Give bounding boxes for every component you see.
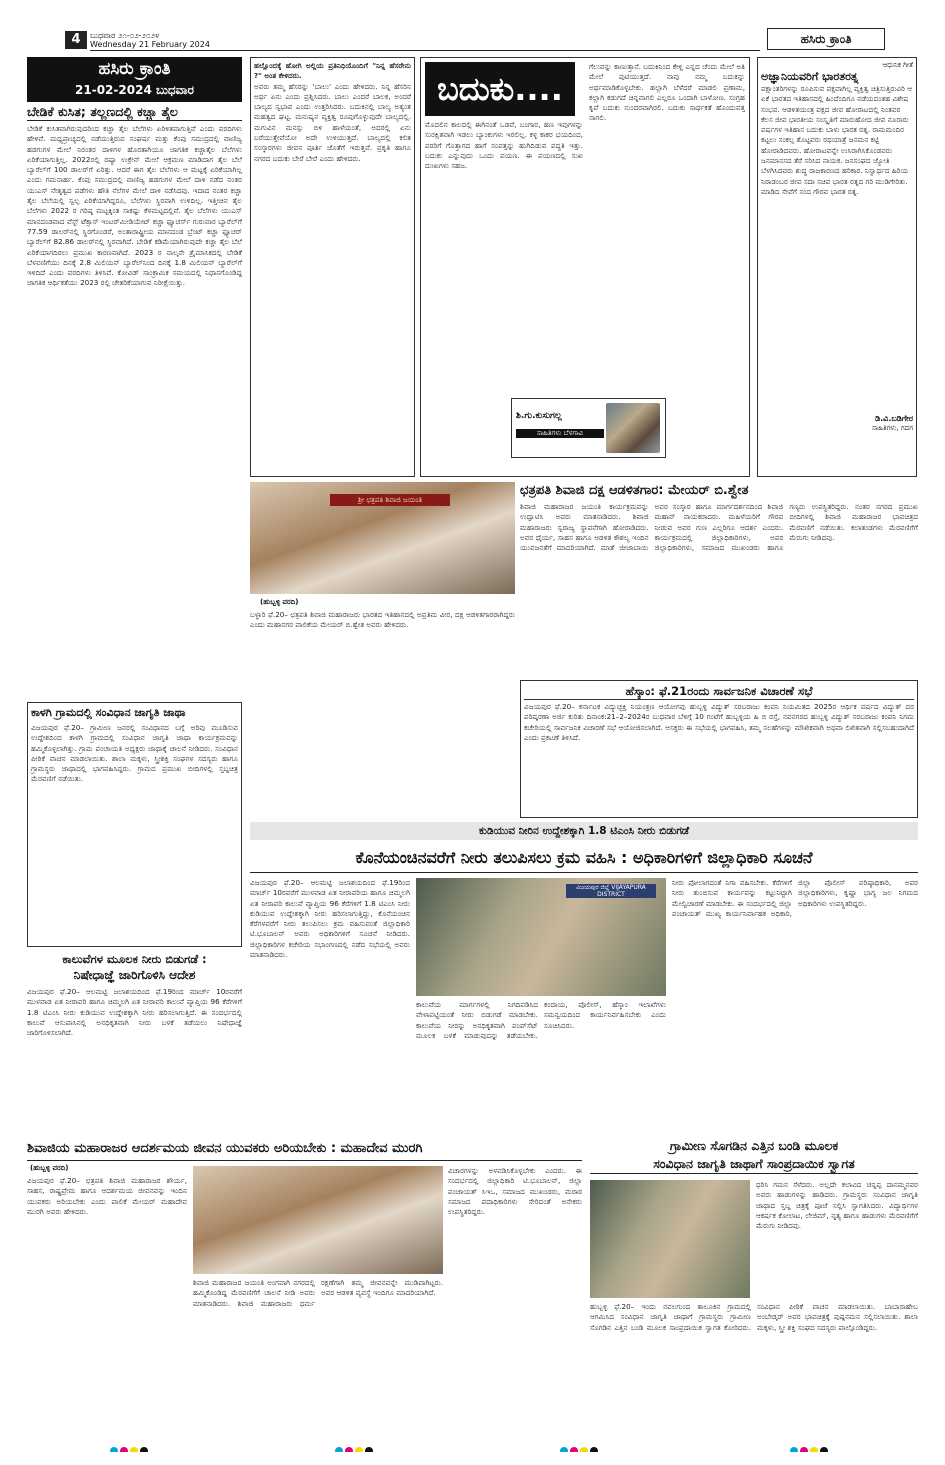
canal-article — [27, 952, 242, 1132]
hescom-article — [520, 680, 918, 818]
youth-photo — [193, 1166, 443, 1274]
canal-headline: ಕಾಲುವೆಗಳ ಮೂಲಕ ನೀರು ಬಿಡುಗಡೆ : — [62, 952, 207, 966]
registration-dots-2 — [335, 1440, 385, 1452]
cart-body-right: ಧರಿಸಿ ಗಮನ ಸೆಳೆದರು. ಅಲ್ಲದೇ ಕಲಾವಿದ ಚನ್ನಪ್ಪ ದಾನಮ್ಮನವರ ಅವರು ಹಾಡುಗಳನ್ನು ಹಾಡಿದರು. ಗ್ರಾಮಸ್ಥರು ಸಂವಿಧಾನ ಜಾಗೃತಿ ಜಾಥಾದ ಸ್ತಬ್ದ ಚಿತ್ರಕ್ಕೆ ಪೂಜೆ ಸಲ್ಲಿಸಿ ಸ್ವಾಗತಿಸಿದರು. ವಿದ್ಯಾರ್ಥಿಗಳ ಆಕರ್ಷಕ ಕೋಲಾಟ, ಲೇಜಿಮ್, ನೃತ್ಯ ಹಾಗೂ ಹಾಡುಗಳು ಮೆರವಣಿಗೆಗೆ ಮೆರುಗು ನೀಡಿದವು. — [756, 1180, 918, 1231]
registration-dots-4 — [790, 1440, 840, 1452]
oil-body: ಬೇಡಿಕೆ ಕುಸಿತವಾಗಿರುವುದರಿಂದ ಕಚ್ಚಾ ತೈಲ ಬೆಲೆಗಳು ಏರಿಳಿತವಾಗುತ್ತಿವೆ ಎಂದು ವರದಿಗಳು ಹೇಳಿವೆ. ಮಧ್ಯಪ್ರಾಚ್ಯದಲ್ಲಿ ನಡೆಯುತ್ತಿರುವ ಸಂಘರ್ಷ ಮತ್ತು ಕೆಂಪು ಸಮುದ್ರದಲ್ಲಿ ವಾಣಿಜ್ಯ ಹಡಗುಗಳ ಮೇಲೆ ನಿರಂತರ ದಾಳಿಗಳ ಹೊರತಾಗಿಯೂ ಜಾಗತಿಕ ಕಚ್ಚಾತೈಲ ಬೆಲೆಗಳು ಏರಿಕೆಯಾಗುತ್ತಿಲ್ಲ. 2022ರಲ್ಲಿ ರಷ್ಯಾ ಉಕ್ರೇನ್ ಮೇಲೆ ಆಕ್ರಮಣ ಮಾಡಿದಾಗ ತೈಲ ಬೆಲೆ ಬ್ಯಾರೆಲ್‌ಗೆ 100 ಡಾಲರ್‌ಗೆ ಏರಿತ್ತು. ಆದರೆ ಈಗ ತೈಲ ಬೆಲೆಗಳು ಆ ಮಟ್ಟಕ್ಕೆ ಏರಿಕೆಯಾಗಿಲ್ಲ ಎಂದು ಗಮನಾರ್ಹ. ಕೆಂಪು ಸಮುದ್ರದಲ್ಲಿ ವಾಣಿಜ್ಯ ಹಡಗುಗಳ ಮೇಲೆ ದಾಳಿ ನಡೆದ ನಂತರ ಯುಎಸ್ ನೇತೃತ್ವದ ಪಡೆಗಳು ಹೌತಿ ನೆಲೆಗಳ ಮೇಲೆ ದಾಳಿ ನಡೆಸಿದವು. ಇದಾದ ನಂತರ ಕಚ್ಚಾ ತೈಲ ಬೆಲೆಯಲ್ಲಿ ಸ್ವಲ್ಪ ಏರಿಕೆಯಾಗಿದ್ದರೂ, ಬೆಲೆಗಳು ಸ್ಥಿರವಾಗಿ ಉಳಿದಿಲ್ಲ. ಇತ್ತೀಚಿನ ತೈಲ ಬೆಲೆಗಳು 2022 ರ ಗರಿಷ್ಠ ಮಟ್ಟಕ್ಕಿಂತ ಸಾಕಷ್ಟು ಕೆಳಮಟ್ಟದಲ್ಲಿವೆ. ತೈಲ ಬೆಲೆಗಳು ಯುಎಸ್ ಮಾನದಂಡವಾದ ವೆಸ್ಟ್ ಟೆಕ್ಸಾಸ್ ಇಂಟರ್‌ಮೀಡಿಯೇಟ್ ಕಚ್ಚಾ ಫ್ಯೂಚರ್ಸ್ ಗುರುವಾರ ಬ್ಯಾರೆಲ್‌ಗೆ 77.59 ಡಾಲರ್‌ನಲ್ಲಿ ಸ್ಥಿರಗೊಂಡರೆ, ಅಂತಾರಾಷ್ಟ್ರೀಯ ಮಾನದಂಡ ಬ್ರೆಂಟ್ ಕಚ್ಚಾ ಫ್ಯೂಚರ್ ಬ್ಯಾರೆಲ್‌ಗೆ 82.86 ಡಾಲರ್‌ನಲ್ಲಿ ಸ್ಥಿರವಾಗಿದೆ. ಬೇಡಿಕೆ ಕಡಿಮೆಯಾಗಿರುವುದೇ ಕಚ್ಚಾ ತೈಲ ಬೆಲೆ ಏರಿಕೆಯಾಗದಿರಲು ಪ್ರಮುಖ ಕಾರಣವಾಗಿದೆ. 2023 ರ ನಾಲ್ಕನೇ ತ್ರೈಮಾಸಿಕದಲ್ಲಿ ಬೇಡಿಕೆ ಬೆಳವಣಿಗೆಯು ದಿನಕ್ಕೆ 2.8 ಮಿಲಿಯನ್ ಬ್ಯಾರೆಲ್‌ನಿಂದ ದಿನಕ್ಕೆ 1.8 ಮಿಲಿಯನ್ ಬ್ಯಾರೆಲ್‌ಗೆ ಇಳಿದಿದೆ ಎಂದು ವರದಿಗಳು ತಿಳಿಸಿವೆ. ಕೋವಿಡ್ ಸಾಂಕ್ರಾಮಿಕ ಸಮಯದಲ್ಲಿ ನಿಧಾನಗೊಂಡಿದ್ದ ಜಾಗತಿಕ ಆರ್ಥಿಕತೆಯು 2023 ರಲ್ಲಿ ಚೇತರಿಕೆಯಾಗುವ ನಿರೀಕ್ಷೆಯಿತ್ತು. — [27, 124, 242, 288]
mayor-dateline: ಬಳ್ಳಾರಿ ಫೆ.20– ಛತ್ರಪತಿ ಶಿವಾಜಿ ಮಹಾರಾಜರು ಭಾರತದ ಇತಿಹಾಸದಲ್ಲಿ ಅಪ್ರತಿಮ ವೀರ, ದಕ್ಷ ಆಡಳಿತಗಾರರಾಗಿದ್ದರು ಎಂದು ಮಹಾನಗರ ಪಾಲಿಕೆಯ ಮೇಯರ್ ಬಿ.ಶ್ವೇತ ಅವರು ಹೇಳಿದರು. — [250, 610, 515, 630]
author-photo — [606, 403, 660, 453]
cart-photo — [590, 1180, 750, 1298]
water-photo-banner: ವಿಜಯಪುರ ಜಿಲ್ಲೆ VIJAYAPURA DISTRICT — [566, 884, 656, 898]
cyan-dot — [790, 1447, 798, 1452]
kalagi-body: ವಿಜಯಪುರ ಫೆ.20– ಗ್ರಾಮೀಣ ಜನರಲ್ಲಿ ಸಂವಿಧಾನದ ಬಗ್ಗೆ ಅರಿವು ಮೂಡಿಸುವ ಉದ್ದೇಶದಿಂದ ಕಾಳಗಿ ಗ್ರಾಮದಲ್ಲಿ ಸಂವಿಧಾನ ಜಾಗೃತಿ ಜಾಥಾ ಕಾರ್ಯಕ್ರಮವನ್ನು ಹಮ್ಮಿಕೊಳ್ಳಲಾಗಿತ್ತು. ಗ್ರಾಮ ಪಂಚಾಯತಿ ಅಧ್ಯಕ್ಷರು ಜಾಥಾಕ್ಕೆ ಚಾಲನೆ ನೀಡಿದರು. ಸಂವಿಧಾನ ಪೀಠಿಕೆ ವಾಚನ ಮಾಡಲಾಯಿತು. ಶಾಲಾ ಮಕ್ಕಳು, ಸ್ತ್ರೀಶಕ್ತಿ ಸಂಘಗಳ ಸದಸ್ಯರು ಹಾಗೂ ಗ್ರಾಮಸ್ಥರು ಜಾಥಾದಲ್ಲಿ ಭಾಗವಹಿಸಿದ್ದರು. ಗ್ರಾಮದ ಪ್ರಮುಖ ಬೀದಿಗಳಲ್ಲಿ ಸ್ತಬ್ದಚಿತ್ರ ಮೆರವಣಿಗೆ ನಡೆಯಿತು. — [31, 723, 238, 784]
cart-headline — [590, 1137, 918, 1174]
canal-body: ವಿಜಯಪುರ ಫೆ.20– ಆಲಮಟ್ಟಿ ಜಲಾಶಯದಿಂದ ಫೆ.19ರಿಂದ ಮಾರ್ಚ್ 10ರವರೆಗೆ ಮುಳವಾಡ ಏತ ನೀರಾವರಿ ಹಾಗೂ ಚಿಮ್ಮಲಗಿ ಏತ ನೀರಾವರಿ ಕಾಲುವೆ ವ್ಯಾಪ್ತಿಯ 96 ಕೆರೆಗಳಿಗೆ 1.8 ಟಿಎಂಸಿ ನೀರು ಕುಡಿಯುವ ಉದ್ದೇಶಕ್ಕಾಗಿ ನೀರು ಹರಿಸಲಾಗುತ್ತಿದೆ. ಈ ಸಂದರ್ಭದಲ್ಲಿ ಕಾಲುವೆ ಆಸುಪಾಸಿನಲ್ಲಿ ಅನಧಿಕೃತವಾಗಿ ನೀರು ಬಳಕೆ ತಡೆಯಲು ನಿಷೇಧಾಜ್ಞೆ ಜಾರಿಗೊಳಿಸಲಾಗಿದೆ. — [27, 987, 242, 1038]
yellow-dot — [810, 1447, 818, 1452]
youth-caption: (ಹುಬ್ಬಳ್ಳಿ ವರದಿ) — [30, 1164, 69, 1172]
mayor-caption: (ಹುಬ್ಬಳ್ಳಿ ವರದಿ) — [260, 598, 299, 606]
poem-author: ಡಿ.ವಿ.ಬಡಿಗೇರ — [875, 414, 913, 423]
magenta-dot — [800, 1447, 808, 1452]
yellow-dot — [130, 1447, 138, 1452]
tribute-lead: ಹಲ್ಲೊಂದಕ್ಕೆ ಹೋಗಿ ಅಲ್ಲಿಯ ಪ್ರತಿನಿಧಿಯೊಂದಿಗೆ "ನಿನ್ನ ಹೆಸರೇನು ?" ಅಂತ ಕೇಳಿದರು. — [254, 61, 411, 81]
magenta-dot — [570, 1447, 578, 1452]
kalagi-article — [27, 702, 242, 947]
baduku-article — [420, 57, 750, 477]
baduku-body-left: ಮೊದಲಿನ ಕಾಲದಲ್ಲಿ ಈಗಿನಂತೆ ಒಡವೆ, ಬಂಗಾರ, ಹಣ ಇವುಗಳನ್ನು ಸುರಕ್ಷಿತವಾಗಿ ಇಡಲು ಬ್ಯಾಂಕುಗಳು ಇರಲಿಲ್ಲ. ಕಳ್ಳ ಕಾಕರ ಭಯದಿಂದ, ಪರರಿಗೆ ಗೊತ್ತಾಗದ ಹಾಗೆ ಸಂಪತ್ತನ್ನು ಹುಗಿದಿಡುವ ಪದ್ಧತಿ ಇತ್ತು. ಬದುಕು ಎನ್ನುವುದು ಒಂದು ಪಯಣ. ಈ ಪಯಣದಲ್ಲಿ ಸುಖ ದುಃಖಗಳು ಸಹಜ. — [425, 120, 583, 171]
yellow-dot — [580, 1447, 588, 1452]
masthead-date: 21-02-2024 ಬುಧವಾರ — [75, 83, 194, 97]
cart-headline-line1: ಗ್ರಾಮೀಣ ಸೊಗಡಿನ ಎತ್ತಿನ ಬಂಡಿ ಮೂಲಕ — [669, 1138, 839, 1153]
masthead — [27, 57, 242, 102]
page-number: 4 — [65, 31, 87, 49]
youth-headline: ಶಿವಾಜಿಯ ಮಹಾರಾಜರ ಆದರ್ಶಮಯ ಜೀವನ ಯುವಕರು ಅರಿಯಬೇಕು : ಮಹಾದೇವ ಮುರಗಿ — [27, 1137, 582, 1161]
poem-title: ಅಜ್ಞಾನಿಯವರಿಗೆ ಭಾರತರತ್ನ — [761, 70, 859, 83]
black-dot — [820, 1447, 828, 1452]
author-role: ಸಾಹಿತಿಗಳು ಬೆಳಗಾವಿ — [516, 429, 604, 438]
poem-heading: ಆಧುನಿಕ ಗೀತೆ — [882, 61, 913, 69]
baduku-headline: ಬದುಕು.... — [425, 62, 575, 116]
author-name: ಶಿ.ಗು.ಕುಸುಗಲ್ಲ — [516, 411, 562, 421]
magenta-dot — [120, 1447, 128, 1452]
black-dot — [140, 1447, 148, 1452]
black-dot — [590, 1447, 598, 1452]
cyan-dot — [335, 1447, 343, 1452]
cart-headline-line2: ಸಂವಿಧಾನ ಜಾಗೃತಿ ಜಾಥಾಗೆ ಸಾಂಪ್ರದಾಯಿಕ ಸ್ವಾಗತ — [653, 1156, 855, 1171]
header-rule — [90, 50, 760, 51]
mayor-body: ಶಿವಾಜಿ ಮಹಾರಾಜರ ಜಯಂತಿ ಕಾರ್ಯಕ್ರಮವನ್ನು ಉದ್ಘಾಟಿಸಿ ಅವರು ಮಾತನಾಡಿದರು. ಶಿವಾಜಿ ಮಹಾರಾಜರು ಸ್ವರಾಜ್ಯ ಸ್ಥಾಪನೆಗಾಗಿ ಹೋರಾಡಿದರು. ಅವರ ಧೈರ್ಯ, ಸಾಹಸ ಹಾಗೂ ಆಡಳಿತ ಕೌಶಲ್ಯ ಇಂದಿನ ಯುವಜನತೆಗೆ ಮಾದರಿಯಾಗಿದೆ. ಮಾತೆ ಜೀಜಾಬಾಯಿ ಅವರ ಸಂಸ್ಕಾರ ಹಾಗೂ ಮಾರ್ಗದರ್ಶನದಿಂದ ಶಿವಾಜಿ ಮಹಾನ್ ನಾಯಕರಾದರು. ಮಹಿಳೆಯರಿಗೆ ಗೌರವ ನೀಡುವ ಅವರ ಗುಣ ಎಲ್ಲರಿಗೂ ಆದರ್ಶ ಎಂದರು. ಕಾರ್ಯಕ್ರಮದಲ್ಲಿ ಜಿಲ್ಲಾಧಿಕಾರಿಗಳು, ಅಪರ ಜಿಲ್ಲಾಧಿಕಾರಿಗಳು, ಸಮಾಜದ ಮುಖಂಡರು ಹಾಗೂ ಗಣ್ಯರು ಉಪಸ್ಥಿತರಿದ್ದರು. ನಂತರ ನಗರದ ಪ್ರಮುಖ ಬೀದಿಗಳಲ್ಲಿ ಶಿವಾಜಿ ಮಹಾರಾಜರ ಭಾವಚಿತ್ರದ ಮೆರವಣಿಗೆ ನಡೆಯಿತು. ಕಲಾತಂಡಗಳು ಮೆರವಣಿಗೆಗೆ ಮೆರುಗು ನೀಡಿದವು. — [520, 502, 918, 553]
page-date — [90, 31, 310, 49]
cart-body-bottom: ಹುಬ್ಬಳ್ಳಿ ಫೆ.20– ಇಂದು ನವಲಗುಂದ ತಾಲೂಕಿನ ಗ್ರಾಮದಲ್ಲಿ ಆಗಮಿಸಿದ ಸಂವಿಧಾನ ಜಾಗೃತಿ ಜಾಥಾಗೆ ಗ್ರಾಮಸ್ಥರು ಗ್ರಾಮೀಣ ಸೊಗಡಿನ ಎತ್ತಿನ ಬಂಡಿ ಮೂಲಕ ಸಾಂಪ್ರದಾಯಿಕ ಸ್ವಾಗತ ಕೋರಿದರು. ಸಂವಿಧಾನ ಪೀಠಿಕೆ ವಾಚನ ಮಾಡಲಾಯಿತು. ಬಾಬಾಸಾಹೇಬ ಅಂಬೇಡ್ಕರ್ ಅವರ ಭಾವಚಿತ್ರಕ್ಕೆ ಪುಷ್ಪನಮನ ಸಲ್ಲಿಸಲಾಯಿತು. ಶಾಲಾ ಮಕ್ಕಳು, ಸ್ತ್ರೀ ಶಕ್ತಿ ಸಂಘದ ಸದಸ್ಯರು ಪಾಲ್ಗೊಂಡಿದ್ದರು. — [590, 1302, 918, 1332]
water-body-left: ವಿಜಯಪುರ ಫೆ.20– ಆಲಮಟ್ಟಿ ಜಲಾಶಯದಿಂದ ಫೆ.19ರಿಂದ ಮಾರ್ಚ್ 10ರವರೆಗೆ ಮುಳವಾಡ ಏತ ನೀರಾವರಿಯ ಹಾಗೂ ಚಿಮ್ಮಲಗಿ ಏತ ನೀರಾವರಿ ಕಾಲುವೆ ವ್ಯಾಪ್ತಿಯ 96 ಕೆರೆಗಳಿಗೆ 1.8 ಟಿಎಂಸಿ ನೀರು ಕುಡಿಯುವ ಉದ್ದೇಶಕ್ಕಾಗಿ ನೀರು ಹರಿಸಲಾಗುತ್ತಿದ್ದು, ಕೊನೆಯಂಚಿನ ಕೆರೆಗಳವರೆಗೆ ನೀರು ತಲುಪಿಸಲು ಕ್ರಮ ವಹಿಸುವಂತೆ ಜಿಲ್ಲಾಧಿಕಾರಿ ಟಿ.ಭೂಬಾಲನ್ ಅವರು ಅಧಿಕಾರಿಗಳಿಗೆ ಸೂಚನೆ ನೀಡಿದರು. ಜಿಲ್ಲಾಧಿಕಾರಿಗಳ ಕಚೇರಿಯ ಸಭಾಂಗಣದಲ್ಲಿ ನಡೆದ ಸಭೆಯಲ್ಲಿ ಅವರು ಮಾತನಾಡಿದರು. — [250, 878, 410, 960]
poem-body: ಪಕ್ಷಾಂತರಿಗಳನ್ನು ರೂಪಿಸುವ ಪಕ್ಷವಾಗಿಲ್ಲ ವ್ಯಕ್ತಿತ್ವ ಚಿತ್ರಿಸುತ್ತಿರುವಿರಿ ಆ ಏಕೆ ಭಾರತದ ಇತಿಹಾಸದಲ್ಲಿ ಹಿಂದೆಂದಿಗೂ ನಡೆಯದಂತಹ ವಿಶೇಷ ಸಂಭವ. ಆಡಳಿತಯಂತ್ರ ಪಕ್ಷದ ಜೀವ ಹೋರಾಟದಲ್ಲಿ ನಿಂತವರ ಕೆಲಸ ಜೀವ ಭಾರತೀಯ ಸಂಸ್ಕೃತಿಗೆ ಮಾರುಹೋದ ಜೀವ ನೂರಾರು ವರ್ಷಗಳ ಇತಿಹಾಸ ಬದುಕು ಬಾಳು ಭಾರತ ರತ್ನ. ರಾಮಮಂದಿರ ಕಟ್ಟಲು ಸಂಕಲ್ಪ ತೊಟ್ಟವರು ರಥಯಾತ್ರೆ ಜನಮನ ಕಟ್ಟಿ ಹೋರಾಡಿದವರು. ಹೋರಾಟವನ್ನೇ ಉಸಿರಾಗಿಸಿಕೊಂಡವರು ಜನಮಾನಸದ ತೆರೆ ಸರಿಸಿದ ನಾಯಕ. ಜನಸಂಘದ ಜ್ಯೋತಿ ಬೆಳಗಿಸಿದವರು ಶುದ್ಧ ರಾಜಕಾರಣದ ಹರಿಕಾರ. ನಿಸ್ವಾರ್ಥದ ಹಿರಿಯ ನಿರಾಡಂಬರ ಜೀವ ಸದಾ ಸಚಿವ ಭಾರತ ರತ್ನದ ಗರಿ ಮುಡಿಗೇರಿತು. ಮಾಡಿದ ಸೇವೆಗೆ ಸಂದ ಗೌರವ ಭಾರತ ರತ್ನ. — [761, 84, 912, 196]
water-body-mid: ಕಾಲುವೆಯ ಮಾರ್ಗಗಳಲ್ಲಿ ನಿಗದಿಪಡಿಸಿದ ವೇಳಾಪಟ್ಟಿಯಂತೆ ನೀರು ಬಿಡುಗಡೆ ಮಾಡಬೇಕು. ಕಾಲುವೆಯ ನೀರನ್ನು ಅನಧಿಕೃತವಾಗಿ ಪಂಪ್‌ಸೆಟ್ ಮೂಲಕ ಬಳಕೆ ಮಾಡುವುದನ್ನು ತಡೆಯಬೇಕು. ಕಂದಾಯ, ಪೊಲೀಸ್, ಹೆಸ್ಕಾಂ ಇಲಾಖೆಗಳು ಸಮನ್ವಯದಿಂದ ಕಾರ್ಯನಿರ್ವಹಿಸಬೇಕು ಎಂದು ಸೂಚಿಸಿದರು. — [416, 1000, 666, 1040]
water-meeting-photo — [416, 878, 666, 996]
oil-headline: ಬೇಡಿಕೆ ಕುಸಿತ; ತಲ್ಲಣದಲ್ಲಿ ಕಚ್ಚಾ ತೈಲ — [27, 104, 242, 121]
date-english: Wednesday 21 February 2024 — [90, 40, 210, 49]
mayor-photo-banner: ಶ್ರೀ ಛತ್ರಪತಿ ಶಿವಾಜಿ ಜಯಂತಿ — [330, 494, 450, 506]
cyan-dot — [560, 1447, 568, 1452]
date-kannada: ಬುಧವಾರ ೨೧-೦೨-೨೦೨೪ — [90, 31, 160, 40]
youth-body-right: ವಿಚಾರಗಳನ್ನು ಅಳವಡಿಸಿಕೊಳ್ಳಬೇಕು ಎಂದರು. ಈ ಸಂದರ್ಭದಲ್ಲಿ ಜಿಲ್ಲಾಧಿಕಾರಿ ಟಿ.ಭೂಬಾಲನ್, ಜಿಲ್ಲಾ ಪಂಚಾಯತ್ ಸಿಇಒ, ಸಮಾಜದ ಮುಖಂಡರು, ಮರಾಠ ಸಮಾಜದ ಪದಾಧಿಕಾರಿಗಳು ಸೇರಿದಂತೆ ಅನೇಕರು ಉಪಸ್ಥಿತರಿದ್ದರು. — [448, 1166, 582, 1217]
baduku-body-right: ಗೆಲುವನ್ನು ಕಾಣುತ್ತಾನೆ. ಬದುಕಿನಿಂದ ಕೇಳ್ಲಿ ಎನ್ನದ ಚೆಂದು ಮೇಲೆ ಅತಿ ಮೇಲೆ ಪುಟಿಯುತ್ತದೆ. ನಾವು ನಮ್ಮ ಬದುಕನ್ನು ಅರ್ಥಮಾಡಿಕೊಳ್ಳಬೇಕು. ಹಲ್ಲಾಗಿ ಬೆಳೆದರೆ ಮಾಡಲಿ ಪ್ರಣಾಮ, ಕಲ್ಲಾಗಿ ಕಡುಗದೆ ಚಿನ್ನವಾಗಲಿ ಎಲ್ಲರೂ ಒಂದಾಗಿ ಬಾಳೋಣ. ಸಂಗ್ರಹ ಕೃಪೆ ಬದುಕು ಸುಂದರವಾಗಿರಲಿ. ಬದುಕು ಸಾರ್ಥಕತೆ ಹೊಂದುವತ್ತ ಸಾಗಲಿ. — [589, 62, 745, 123]
black-dot — [365, 1447, 373, 1452]
hescom-headline: ಹೆಸ್ಕಾಂ: ಫೆ.21ರಂದು ಸಾರ್ವಜನಿಕ ವಿಚಾರಣೆ ಸಭೆ — [524, 684, 914, 700]
brand-logo: ಹಸಿರು ಕ್ರಾಂತಿ — [767, 28, 885, 50]
hescom-body: ವಿಜಯಪುರ ಫೆ.20– ಕರ್ನಾಟಕ ವಿದ್ಯುಚ್ಛಕ್ತಿ ನಿಯಂತ್ರಣ ಆಯೋಗವು ಹುಬ್ಬಳ್ಳಿ ವಿದ್ಯುತ್ ಸರಬರಾಜು ಕಂಪನಿ ನಿಯಮಿತದ 2025ರ ಆರ್ಥಿಕ ವರ್ಷದ ವಿದ್ಯುತ್ ದರ ಪರಿಷ್ಕರಣಾ ಅರ್ಜಿ ಕುರಿತು ದಿನಾಂಕ:21–2–2024ರ ಬುಧವಾರ ಬೆಳಿಗ್ಗೆ 10 ಗಂಟೆಗೆ ಹುಬ್ಬಳ್ಳಿಯ ಹಿ ಬಿ ರಸ್ತೆ, ನವನಗರದ ಹುಬ್ಬಳ್ಳಿ ವಿದ್ಯುತ್ ಸರಬರಾಜು ಕಂಪನಿ ನಿಗಮ ಕಚೇರಿಯಲ್ಲಿ ಸಾರ್ವಜನಿಕ ವಿಚಾರಣೆ ಸಭೆ ಆಯೋಜಿಸಲಾಗಿದೆ. ಆಸಕ್ತರು ಈ ಸಭೆಯಲ್ಲಿ ಭಾಗವಹಿಸಿ, ತಮ್ಮ ಸಲಹೆಗಳನ್ನು ಮೌಖಿಕವಾಗಿ ಅಥವಾ ಲಿಖಿತವಾಗಿ ಸಲ್ಲಿಸಬಹುದಾಗಿದೆ ಎಂದು ಪ್ರಕಟಣೆ ತಿಳಿಸಿದೆ. — [524, 702, 914, 742]
poem-article — [757, 57, 917, 477]
registration-dots-3 — [560, 1440, 610, 1452]
youth-body-mid: ಶಿವಾಜಿ ಮಹಾರಾಜರ ಜಯಂತಿ ಅಂಗವಾಗಿ ನಗರದಲ್ಲಿ ಹಮ್ಮಿಕೊಂಡಿದ್ದ ಮೆರವಣಿಗೆಗೆ ಚಾಲನೆ ನೀಡಿ ಅವರು ಮಾತನಾಡಿದರು. ಶಿವಾಜಿ ಮಹಾರಾಜರು ಧರ್ಮ ರಕ್ಷಣೆಗಾಗಿ ತಮ್ಮ ಜೀವನವನ್ನೇ ಮುಡಿಪಾಗಿಟ್ಟರು. ಅವರ ಆಡಳಿತ ವ್ಯವಸ್ಥೆ ಇಂದಿಗೂ ಮಾದರಿಯಾಗಿದೆ. — [193, 1278, 443, 1308]
masthead-title: ಹಸಿರು ಕ್ರಾಂತಿ — [98, 59, 171, 79]
author-card — [511, 398, 666, 458]
tribute-body: ಅವರು ತಮ್ಮ ಹೆಸರನ್ನು 'ಬಾಲು' ಎಂದು ಹೇಳಿದರು. ನಿನ್ನ ಹೆಸರಿನ ಅರ್ಥ ಏನು ಎಂದು ಪ್ರಶ್ನಿಸಿದರು. ಬಾಲು ಎಂದರೆ ಬಾಲಕ, ಅಂದರೆ ಬಾಲ್ಯದ ಸ್ವಭಾವ ಎಂದು ಉತ್ತರಿಸಿದರು. ಬದುಕಿನಲ್ಲಿ ಬಾಲ್ಯ ಅತ್ಯಂತ ಮಹತ್ವದ ಘಟ್ಟ. ಮನುಷ್ಯನ ವ್ಯಕ್ತಿತ್ವ ರೂಪುಗೊಳ್ಳುವುದೇ ಬಾಲ್ಯದಲ್ಲಿ. ಮಗುವಿನ ಮನಸ್ಸು ಬಿಳಿ ಹಾಳೆಯಂತೆ, ಅದರಲ್ಲಿ ಏನು ಬರೆಯುತ್ತೇವೆಯೋ ಅದೇ ಉಳಿಯುತ್ತದೆ. ಬಾಲ್ಯದಲ್ಲಿ ಕಲಿತ ಸಂಸ್ಕಾರಗಳು ಜೀವನ ಪೂರ್ತಿ ಜೊತೆಗೆ ಇರುತ್ತವೆ. ಪ್ರಕೃತಿ ಹಾಗೂ ನಗರದ ಬದುಕು ಬೇರೆ ಬೇರೆ ಎಂದು ಹೇಳಿದರು. — [254, 81, 411, 163]
canal-subhead: ನಿಷೇಧಾಜ್ಞೆ ಜಾರಿಗೊಳಿಸಿ ಆದೇಶ — [73, 968, 196, 982]
water-kicker: ಕುಡಿಯುವ ನೀರಿನ ಉದ್ದೇಶಕ್ಕಾಗಿ 1.8 ಟಿಎಂಸಿ ನೀರು ಬಿಡುಗಡೆ — [250, 822, 918, 840]
youth-body-left: ವಿಜಯಪುರ ಫೆ.20– ಛತ್ರಪತಿ ಶಿವಾಜಿ ಮಹಾರಾಜರ ಶೌರ್ಯ, ಸಾಹಸ, ರಾಷ್ಟ್ರಪ್ರೇಮ ಹಾಗೂ ಆದರ್ಶಮಯ ಜೀವನವನ್ನು ಇಂದಿನ ಯುವಕರು ಅರಿಯಬೇಕು ಎಂದು ಪಾಲಿಕೆ ಮೇಯರ್ ಮಹಾದೇವ ಮುರಗಿ ಅವರು ಹೇಳಿದರು. — [27, 1176, 187, 1216]
tribute-article — [250, 57, 415, 477]
magenta-dot — [345, 1447, 353, 1452]
mayor-headline: ಛತ್ರಪತಿ ಶಿವಾಜಿ ದಕ್ಷ ಆಡಳಿತಗಾರ: ಮೇಯರ್ ಬಿ.ಶ್ವೇತ — [520, 483, 749, 498]
water-body-right: ನೀರು ಪೋಲಾಗದಂತೆ ನಿಗಾ ವಹಿಸಬೇಕು. ಕೆರೆಗಳಿಗೆ ನೀರು ತುಂಬಿಸುವ ಕಾರ್ಯವನ್ನು ಕಟ್ಟುನಿಟ್ಟಾಗಿ ಮೇಲ್ವಿಚಾರಣೆ ಮಾಡಬೇಕು. ಈ ಸಂದರ್ಭದಲ್ಲಿ ಜಿಲ್ಲಾ ಪಂಚಾಯತ್ ಮುಖ್ಯ ಕಾರ್ಯನಿರ್ವಾಹಕ ಅಧಿಕಾರಿ, ಜಿಲ್ಲಾ ಪೊಲೀಸ್ ವರಿಷ್ಠಾಧಿಕಾರಿ, ಅಪರ ಜಿಲ್ಲಾಧಿಕಾರಿಗಳು, ಕೃಷ್ಣಾ ಭಾಗ್ಯ ಜಲ ನಿಗಮದ ಅಧಿಕಾರಿಗಳು ಉಪಸ್ಥಿತರಿದ್ದರು. — [672, 878, 918, 918]
kalagi-headline: ಕಾಳಗಿ ಗ್ರಾಮದಲ್ಲಿ ಸಂವಿಧಾನ ಜಾಗೃತಿ ಜಾಥಾ — [31, 706, 186, 719]
water-headline: ಕೊನೆಯಂಚಿನವರೆಗೆ ನೀರು ತಲುಪಿಸಲು ಕ್ರಮ ವಹಿಸಿ : ಅಧಿಕಾರಿಗಳಿಗೆ ಜಿಲ್ಲಾಧಿಕಾರಿ ಸೂಚನೆ — [250, 843, 918, 873]
cyan-dot — [110, 1447, 118, 1452]
mayor-photo — [250, 482, 515, 594]
yellow-dot — [355, 1447, 363, 1452]
poem-author-role: ಸಾಹಿತಿಗಳು, ಗದಗ — [871, 424, 913, 432]
registration-dots-1 — [110, 1440, 160, 1452]
